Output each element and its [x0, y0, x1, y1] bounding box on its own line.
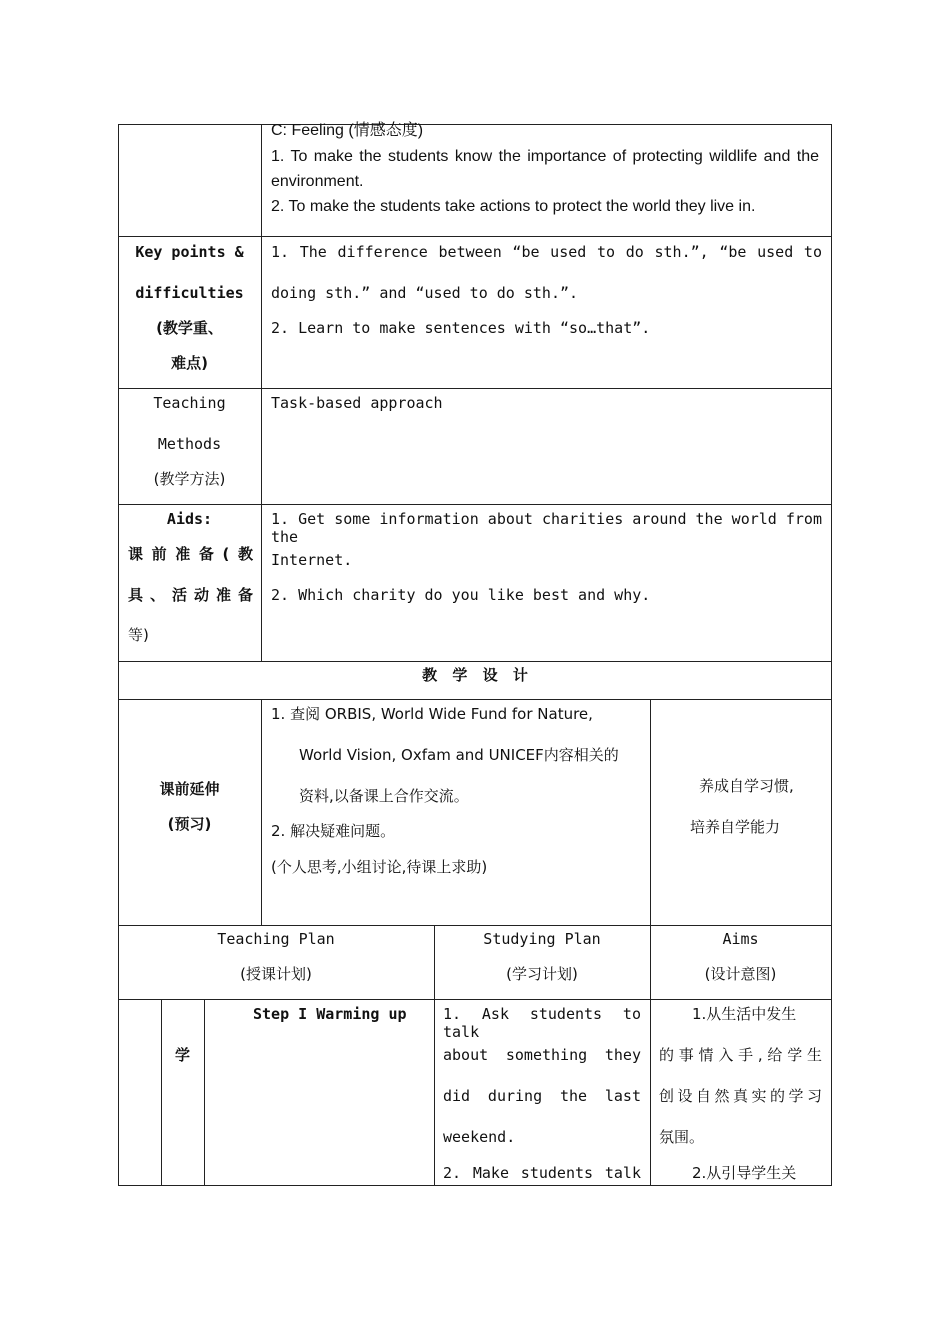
- methods-label-1: Teaching: [153, 394, 226, 412]
- table-top-border: [118, 124, 832, 125]
- key-points-label-1: Key points &: [135, 243, 244, 261]
- aids-label-1: Aids:: [166, 510, 213, 528]
- aim-line-3: 创设自然真实的学习: [659, 1087, 822, 1105]
- step-side-divider-2: [204, 999, 205, 1186]
- row-divider-3: [118, 504, 832, 505]
- preview-label-1: 课前延伸: [159, 780, 220, 798]
- aim-line-4: 氛围。: [659, 1128, 705, 1146]
- aim-line-1: 1.从生活中发生: [692, 1005, 797, 1023]
- feeling-title: C: Feeling (情感态度): [271, 122, 424, 139]
- row-divider-6: [118, 925, 832, 926]
- key-points-label-2: difficulties: [135, 284, 244, 302]
- study-line-3: did during the last: [443, 1087, 641, 1105]
- preview-aim-1: 养成自学习惯,: [699, 777, 794, 795]
- step-side-divider-1: [161, 999, 162, 1186]
- preview-note: (个人思考,小组讨论,待课上求助): [271, 858, 488, 876]
- teaching-plan-header-cn: (授课计划): [240, 965, 312, 983]
- row-divider-1: [118, 236, 832, 237]
- key-point-item-1a: 1. The difference between “be used to do sth.”, “be used to: [271, 243, 822, 261]
- objective-line-1-cont: environment.: [271, 173, 364, 190]
- objective-line-1: 1. To make the students know the importance of protecting wildlife and the: [271, 148, 819, 165]
- table-right-border: [831, 124, 832, 1186]
- methods-value: Task-based approach: [271, 394, 443, 412]
- methods-label-2: Methods: [157, 435, 222, 453]
- preview-label-2: (预习): [167, 815, 212, 833]
- aims-header-cn: (设计意图): [704, 965, 777, 983]
- study-line-5: 2. Make students talk: [443, 1164, 641, 1182]
- row-divider-7: [118, 999, 832, 1000]
- preview-item-1a: 1. 查阅 ORBIS, World Wide Fund for Nature,: [271, 705, 593, 723]
- key-points-label-3: (教学重、: [156, 319, 223, 337]
- aim-line-5: 2.从引导学生关: [692, 1164, 797, 1182]
- aids-item-1b: Internet.: [271, 551, 353, 569]
- study-line-2: about something they: [443, 1046, 641, 1064]
- design-header: 教 学 设 计: [422, 666, 528, 684]
- preview-label-divider: [261, 700, 262, 925]
- table-bottom-border: [118, 1185, 832, 1186]
- preview-item-2: 2. 解决疑难问题。: [271, 822, 396, 840]
- key-point-item-1b: doing sth.” and “used to do sth.”.: [271, 284, 579, 302]
- row-divider-2: [118, 388, 832, 389]
- row-divider-5: [118, 699, 832, 700]
- key-point-item-2: 2. Learn to make sentences with “so…that”.: [271, 319, 651, 337]
- step-title: Step I Warming up: [253, 1005, 407, 1023]
- study-line-4: weekend.: [443, 1128, 516, 1146]
- label-column-divider: [261, 124, 262, 661]
- studying-plan-header: Studying Plan: [483, 930, 601, 948]
- key-points-label-4: 难点): [171, 354, 208, 372]
- aids-label-2: 课前准备(教: [128, 545, 253, 563]
- aids-label-3: 具、活动准备: [128, 586, 253, 604]
- teaching-plan-header: Teaching Plan: [217, 930, 335, 948]
- aim-line-2: 的事情入手,给学生: [659, 1046, 822, 1064]
- aids-item-2: 2. Which charity do you like best and why.: [271, 586, 651, 604]
- aids-item-1a: 1. Get some information about charities around the world from the: [271, 510, 822, 546]
- aids-label-4: 等): [128, 626, 149, 644]
- methods-label-3: (教学方法): [153, 470, 226, 488]
- preview-item-1b: World Vision, Oxfam and UNICEF内容相关的: [299, 746, 619, 764]
- aims-header: Aims: [722, 930, 759, 948]
- objective-line-2: 2. To make the students take actions to protect the world they live in.: [271, 198, 756, 215]
- step-side-char: 学: [174, 1046, 190, 1064]
- studying-plan-header-cn: (学习计划): [506, 965, 578, 983]
- row-divider-4: [118, 661, 832, 662]
- preview-item-1c: 资料,以备课上合作交流。: [299, 787, 469, 805]
- preview-aim-2: 培养自学能力: [690, 818, 781, 836]
- study-line-1: 1. Ask students to talk: [443, 1005, 641, 1041]
